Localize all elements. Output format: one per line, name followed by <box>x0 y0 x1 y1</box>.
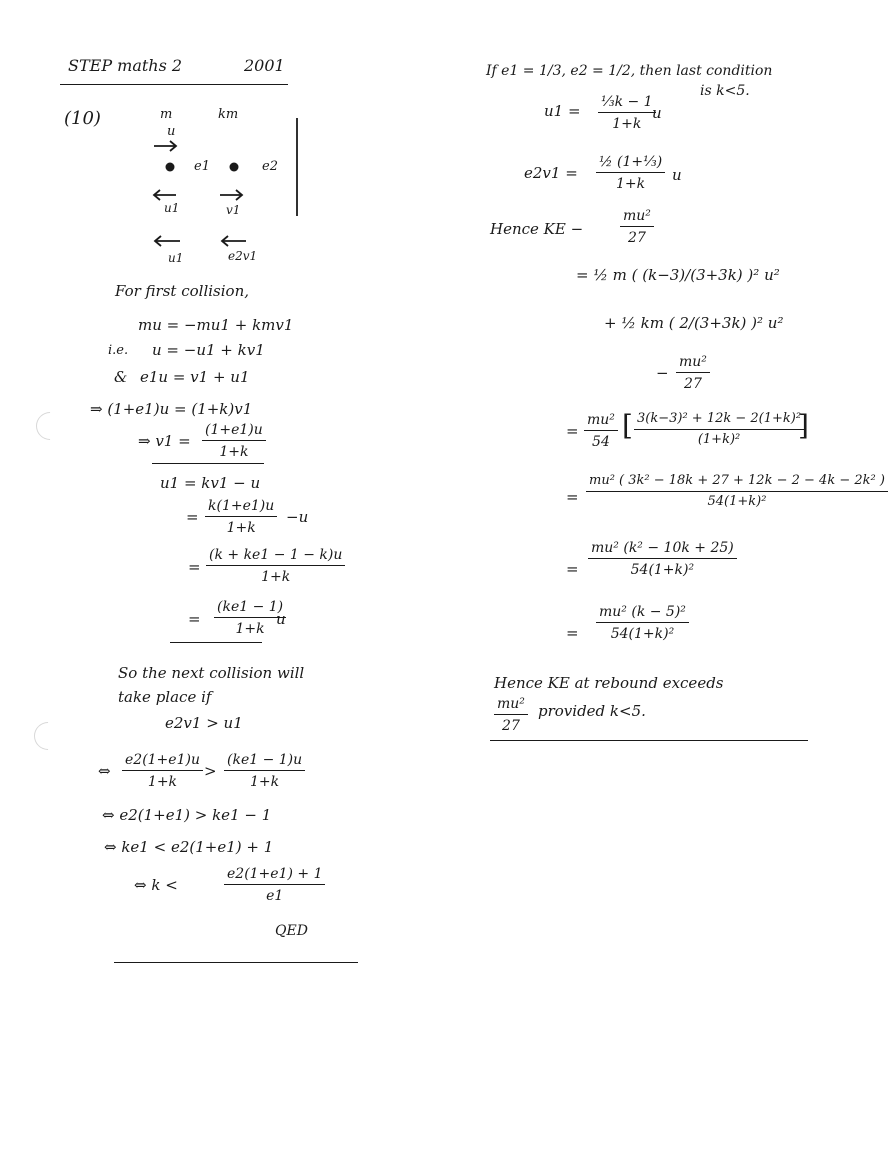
iff-line-4-lhs: ⇔ k < <box>134 876 178 894</box>
special-case-result: is k<5. <box>700 83 750 99</box>
ke-step-fraction-outer: $\frac{\text{mu²}}{54}$ <box>584 412 618 450</box>
minus-u: −u <box>286 508 309 526</box>
arrow-left-icon <box>222 236 246 246</box>
arrow-left-icon <box>155 236 180 246</box>
mass-km-label: km <box>218 107 239 122</box>
ke-final-fraction: $\frac{\text{mu² (k − 5)²}}{\text{54(1+k)²}}$ <box>596 604 689 642</box>
bracket-close: ] <box>798 409 809 442</box>
header-year: 2001 <box>244 56 285 75</box>
v1-label: v1 <box>226 203 241 217</box>
momentum-equation: mu = −mu1 + kmv1 <box>138 316 294 334</box>
hence-ke-text: Hence KE − <box>490 220 584 238</box>
condition-inequality: e2v1 > u1 <box>165 714 243 732</box>
iff-fraction-left: $\frac{e2(1+e1)u}{1+k}$ <box>122 752 203 790</box>
u1-lhs: u1 = <box>544 102 581 120</box>
ke-step-fraction-inner: $\frac{\text{3(k−3)² + 12k − 2(1+k)²}}{\text{(1+k)²}}$ <box>634 412 804 448</box>
end-rule <box>114 962 358 963</box>
iff-line-3: ⇔ ke1 < e2(1+e1) + 1 <box>104 838 274 856</box>
equals-sign: = <box>188 558 201 576</box>
u1-fraction-step2: $\frac{(k + ke1 - 1 - k)u}{1+k}$ <box>206 547 345 585</box>
u1-equation: u1 = kv1 − u <box>160 474 261 492</box>
e2v1-label: e2v1 <box>228 249 258 263</box>
minus-sign: − <box>656 364 669 382</box>
arrow-right-icon <box>154 141 176 151</box>
take-place-text: take place if <box>118 688 212 706</box>
restitution-equation: e1u = v1 + u1 <box>140 368 250 386</box>
divider-rule <box>152 463 264 464</box>
e2v1-tail: u <box>672 166 682 184</box>
equals-sign: = <box>566 488 579 506</box>
iff-icon: ⇔ <box>98 762 111 780</box>
mu2-over-27: $\frac{\text{mu²}}{27}$ <box>620 208 654 246</box>
k-bound-fraction: $\frac{e2(1+e1) + 1}{e1}$ <box>224 866 325 904</box>
equals-sign: = <box>566 422 579 440</box>
equals-sign: = <box>566 560 579 578</box>
equals-sign: = <box>188 610 201 628</box>
equals-sign: = <box>186 508 199 526</box>
e2v1-fraction: $\frac{\text{½ (1+⅓)}}{1+k}$ <box>596 154 665 192</box>
equation-line-4: ⇒ (1+e1)u = (1+k)v1 <box>90 400 253 418</box>
ampersand-label: & <box>114 368 128 386</box>
particle-m <box>166 163 175 172</box>
velocity-u-label: u <box>167 124 176 139</box>
e2v1-lhs: e2v1 = <box>524 164 578 182</box>
u1-tail: u <box>652 104 662 122</box>
u1-label: u1 <box>164 201 180 215</box>
equation-line-2: u = −u1 + kv1 <box>152 341 265 359</box>
divider-rule <box>170 642 262 643</box>
arrow-left-icon <box>154 190 176 200</box>
ie-label: i.e. <box>108 343 129 358</box>
qed-label: QED <box>275 923 308 939</box>
u1-fraction-step3: $\frac{(ke1 - 1)}{1+k}$ <box>214 599 286 637</box>
end-rule <box>490 740 808 741</box>
times-u: u <box>276 610 286 628</box>
e2-label: e2 <box>262 159 278 174</box>
ke-simplified-fraction: $\frac{\text{mu² (k² − 10k + 25)}}{\text{54(1+k)²}}$ <box>588 540 737 578</box>
bracket-open: [ <box>622 409 633 442</box>
question-number: (10) <box>64 108 101 129</box>
u1-special-fraction: $\frac{\text{⅓k − 1}}{1+k}$ <box>598 94 656 132</box>
next-collision-text: So the next collision will <box>118 664 305 682</box>
ke-term-3: $\frac{\text{mu²}}{27}$ <box>676 354 710 392</box>
e1-label: e1 <box>194 159 210 174</box>
equals-sign: = <box>566 624 579 642</box>
conclusion-fraction: $\frac{\text{mu²}}{27}$ <box>494 696 528 734</box>
mass-m-label: m <box>160 107 173 122</box>
conclusion-line-1: Hence KE at rebound exceeds <box>494 674 724 692</box>
header-title: STEP maths 2 <box>68 56 183 75</box>
ke-term-2: + ½ km ( 2/(3+3k) )² u² <box>604 314 784 332</box>
ke-expanded-fraction: $\frac{\text{mu² ( 3k² − 18k + 27 + 12k − 2 − 4k − 2k² )}}{\text{54(1+k)²}}$ <box>586 474 888 510</box>
particle-km <box>230 163 239 172</box>
v1-fraction: $\frac{(1+e1)u}{1+k}$ <box>202 422 266 460</box>
ke-term-1: = ½ m ( (k−3)/(3+3k) )² u² <box>576 266 780 284</box>
arrow-right-icon <box>220 190 242 200</box>
u1-fraction-step1: $\frac{k(1+e1)u}{1+k}$ <box>205 498 277 536</box>
special-case-text: If e1 = 1/3, e2 = 1/2, then last condition <box>486 63 773 79</box>
conclusion-line-2: provided k<5. <box>538 702 646 720</box>
first-collision-text: For first collision, <box>115 282 250 300</box>
u1-label-second: u1 <box>168 251 184 265</box>
v1-lhs: ⇒ v1 = <box>138 432 191 450</box>
iff-line-2: ⇔ e2(1+e1) > ke1 − 1 <box>102 806 272 824</box>
greater-than: > <box>204 762 217 780</box>
iff-fraction-right: $\frac{(ke1 - 1)u}{1+k}$ <box>224 752 305 790</box>
